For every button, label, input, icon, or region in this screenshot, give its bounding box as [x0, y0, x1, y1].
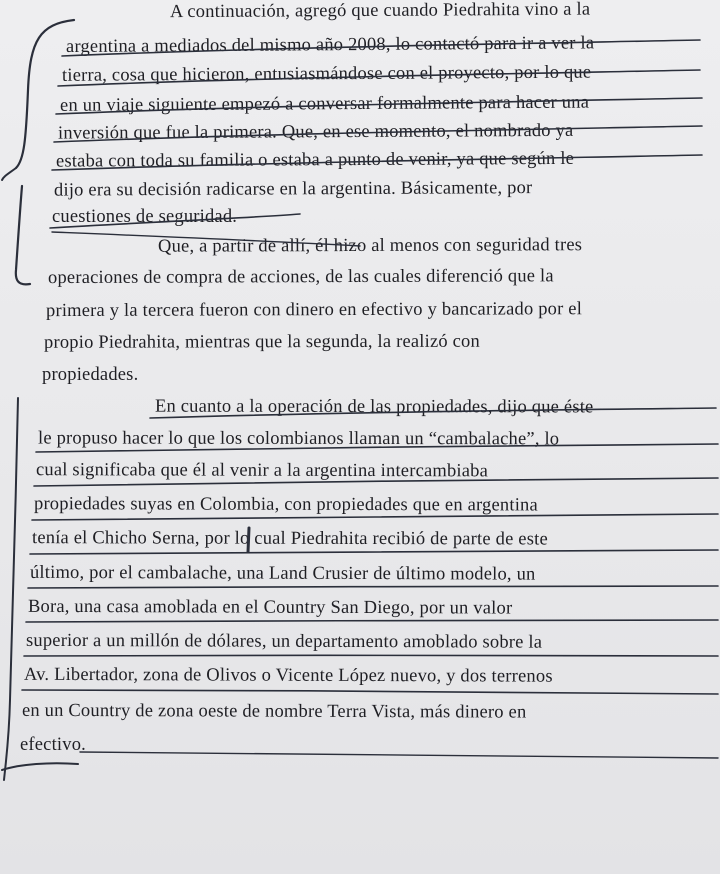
document-line	[0, 0, 720, 28]
document-line	[0, 523, 720, 555]
document-line	[0, 696, 720, 729]
line-text: primera y la tercera fueron con dinero en efectivo y bancarizado por el	[45, 299, 583, 322]
document-line	[0, 230, 720, 263]
document-line	[0, 730, 720, 760]
line-text: Que, a partir de allí, él hizo al menos con seguridad tres	[157, 235, 583, 257]
line-text: cual significaba que él al venir a la argentina intercambiaba	[35, 460, 489, 482]
line-text: cuestiones de seguridad.	[52, 207, 238, 227]
line-text: tierra, cosa que hicieron, entusiasmándose con el proyecto, por lo que	[61, 62, 592, 86]
line-text: operaciones de compra de acciones, de las cuales diferenció que la	[47, 266, 554, 289]
line-text: último, por el cambalache, una Land Crusier de último modelo, un	[29, 562, 536, 585]
line-text: estaba con toda su familia o estaba a punto de venir, ya que según le	[55, 148, 575, 172]
document-line	[0, 423, 720, 454]
document-line	[0, 294, 720, 327]
line-text: inversión que fue la primera. Que, en ese momento, el nombrado ya	[57, 120, 574, 144]
document-line	[0, 57, 720, 91]
line-text: le propuso hacer lo que los colombianos llaman un “cambalache”, lo	[37, 428, 560, 450]
document-line	[0, 660, 720, 693]
line-text: propiedades.	[42, 365, 139, 385]
line-text: en un viaje siguiente empezó a conversar formalmente para hacer una	[59, 92, 590, 116]
line-text: En cuanto a la operación de las propiedades, dijo que éste	[154, 396, 594, 418]
document-line	[0, 391, 720, 422]
document-line	[0, 202, 720, 232]
document-line	[0, 626, 720, 659]
document-line	[0, 592, 720, 625]
ink-bottom-stroke	[2, 763, 78, 770]
line-text: propio Piedrahita, mientras que la segunda, la realizó con	[43, 331, 480, 353]
line-text: efectivo.	[20, 735, 86, 755]
line-text: propiedades suyas en Colombia, con propiedades que en argentina	[33, 494, 538, 516]
document-line	[0, 558, 720, 591]
line-text: en un Country de zona oeste de nombre Terra Vista, más dinero en	[21, 700, 527, 723]
line-text: tenía el Chicho Serna, por lo cual Piedrahita recibió de parte de este	[31, 528, 548, 550]
line-text: superior a un millón de dólares, un departamento amoblado sobre la	[25, 630, 543, 653]
document-line	[0, 489, 720, 521]
line-text: Bora, una casa amoblada en el Country San Diego, por un valor	[27, 596, 513, 619]
document-line	[0, 261, 720, 294]
document-line	[0, 172, 720, 206]
line-text: argentina a mediados del mismo año 2008, lo contactó para ir a ver la	[65, 33, 595, 58]
document-line	[0, 326, 720, 358]
line-text: Av. Libertador, zona de Olivos o Vicente López nuevo, y dos terrenos	[23, 664, 553, 687]
line-text: dijo era su decisión radicarse en la argentina. Básicamente, por	[53, 178, 533, 201]
document-line	[0, 360, 720, 390]
document-line	[0, 455, 720, 487]
line-text: A continuación, agregó que cuando Piedrahita vino a la	[169, 0, 591, 23]
